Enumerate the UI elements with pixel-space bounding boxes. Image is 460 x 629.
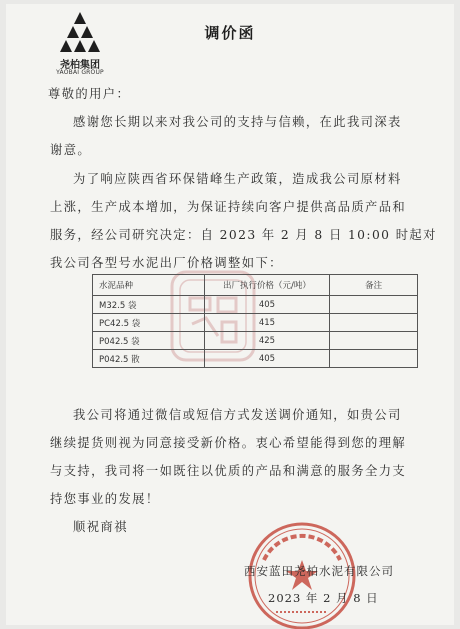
header-cement-type: 水泥品种 bbox=[93, 275, 205, 296]
paragraph2-line2: 上涨，生产成本增加，为保证持续向客户提供高品质产品和 bbox=[50, 200, 407, 214]
company-logo bbox=[50, 10, 110, 80]
paragraph2-line3: 服务，经公司研究决定：自 2023 年 2 月 8 日 10:00 时起对 bbox=[50, 228, 437, 242]
paragraph3-line2: 继续提货则视为同意接受新价格。衷心希望能得到您的理解 bbox=[50, 436, 407, 450]
header-price: 出厂执行价格（元/吨） bbox=[204, 275, 330, 296]
table-row bbox=[93, 350, 418, 368]
paragraph2-line4: 我公司各型号水泥出厂价格调整如下： bbox=[50, 256, 283, 270]
cell-type: P042.5 袋 bbox=[93, 332, 205, 350]
paragraph3-line3: 与支持，我司将一如既往以优质的产品和满意的服务全力支 bbox=[50, 464, 407, 478]
cell-price: 415 bbox=[204, 314, 330, 332]
salutation: 尊敬的用户： bbox=[48, 87, 131, 101]
paragraph1-line2: 谢意。 bbox=[50, 143, 92, 157]
cell-remark bbox=[330, 314, 418, 332]
cell-type: M32.5 袋 bbox=[93, 296, 205, 314]
paragraph2-line1: 为了响应陕西省环保错峰生产政策，造成我公司原材料 bbox=[73, 172, 402, 186]
cell-price: 425 bbox=[204, 332, 330, 350]
table-row bbox=[93, 314, 418, 332]
signature-date: 2023 年 2 月 8 日 bbox=[268, 591, 379, 605]
cell-price: 405 bbox=[204, 296, 330, 314]
cell-remark bbox=[330, 296, 418, 314]
paragraph1-line1: 感谢您长期以来对我公司的支持与信赖，在此我司深表 bbox=[73, 115, 402, 129]
table-header-row bbox=[93, 275, 418, 296]
paragraph3-line4: 持您事业的发展！ bbox=[50, 492, 160, 506]
price-table bbox=[92, 274, 418, 368]
cell-remark bbox=[330, 350, 418, 368]
signature-company: 西安蓝田尧柏水泥有限公司 bbox=[244, 564, 394, 578]
letter-title: 调价函 bbox=[204, 24, 256, 42]
table-row bbox=[93, 332, 418, 350]
cell-remark bbox=[330, 332, 418, 350]
cell-price: 405 bbox=[204, 350, 330, 368]
cell-type: PC42.5 袋 bbox=[93, 314, 205, 332]
logo-name-cn: 尧柏集团 bbox=[60, 60, 100, 71]
table-row bbox=[93, 296, 418, 314]
cell-type: P042.5 散 bbox=[93, 350, 205, 368]
paragraph3-line1: 我公司将通过微信或短信方式发送调价通知，如贵公司 bbox=[73, 408, 402, 422]
header-remark: 备注 bbox=[330, 275, 418, 296]
logo-name-en: YAOBAI GROUP bbox=[56, 69, 104, 76]
closing-text: 顺祝商祺 bbox=[73, 520, 128, 534]
